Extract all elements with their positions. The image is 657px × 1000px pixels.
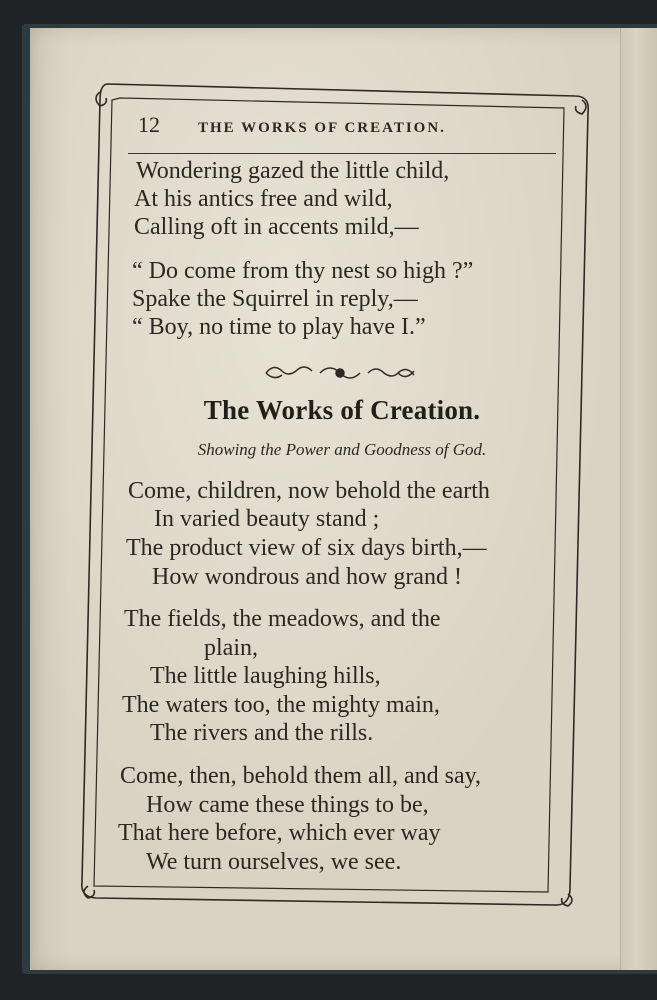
fleuron-ornament-icon (262, 362, 418, 384)
stanza-3-line-3: The product view of six days birth,— (126, 535, 487, 561)
stanza-3-line-1: Come, children, now behold the earth (128, 478, 490, 504)
stanza-5-line-3: That here before, which ever way (118, 820, 441, 846)
stanza-2-line-1: “ Do come from thy nest so high ?” (132, 258, 474, 284)
stanza-4-line-4: The waters too, the mighty main, (122, 692, 440, 718)
stanza-4-line-5: The rivers and the rills. (150, 720, 374, 746)
stanza-3-line-2: In varied beauty stand ; (154, 506, 380, 532)
stanza-4-line-2: plain, (204, 635, 258, 661)
stanza-4-line-1: The fields, the meadows, and the (124, 606, 441, 632)
stanza-4-line-3: The little laughing hills, (150, 663, 381, 689)
poem-subtitle: Showing the Power and Goodness of God. (197, 440, 487, 459)
stanza-5-line-1: Come, then, behold them all, and say, (120, 763, 482, 789)
header-rule (128, 153, 556, 154)
stanza-5-line-2: How came these things to be, (146, 792, 429, 818)
running-title: THE WORKS OF CREATION. (198, 120, 446, 136)
page-header (138, 112, 550, 142)
stanza-3-line-4: How wondrous and how grand ! (152, 564, 462, 590)
page-number: 12 (138, 112, 160, 137)
stanza-5-line-4: We turn ourselves, we see. (146, 849, 402, 875)
stanza-2-line-2: Spake the Squirrel in reply,— (132, 286, 418, 312)
stanza-2-line-3: “ Boy, no time to play have I.” (132, 314, 426, 340)
stanza-1-line-1: Wondering gazed the little child, (136, 158, 450, 184)
stanza-1-line-3: Calling oft in accents mild,— (134, 214, 419, 240)
stanza-1-line-2: At his antics free and wild, (134, 186, 393, 212)
poem-title: The Works of Creation. (203, 395, 481, 425)
